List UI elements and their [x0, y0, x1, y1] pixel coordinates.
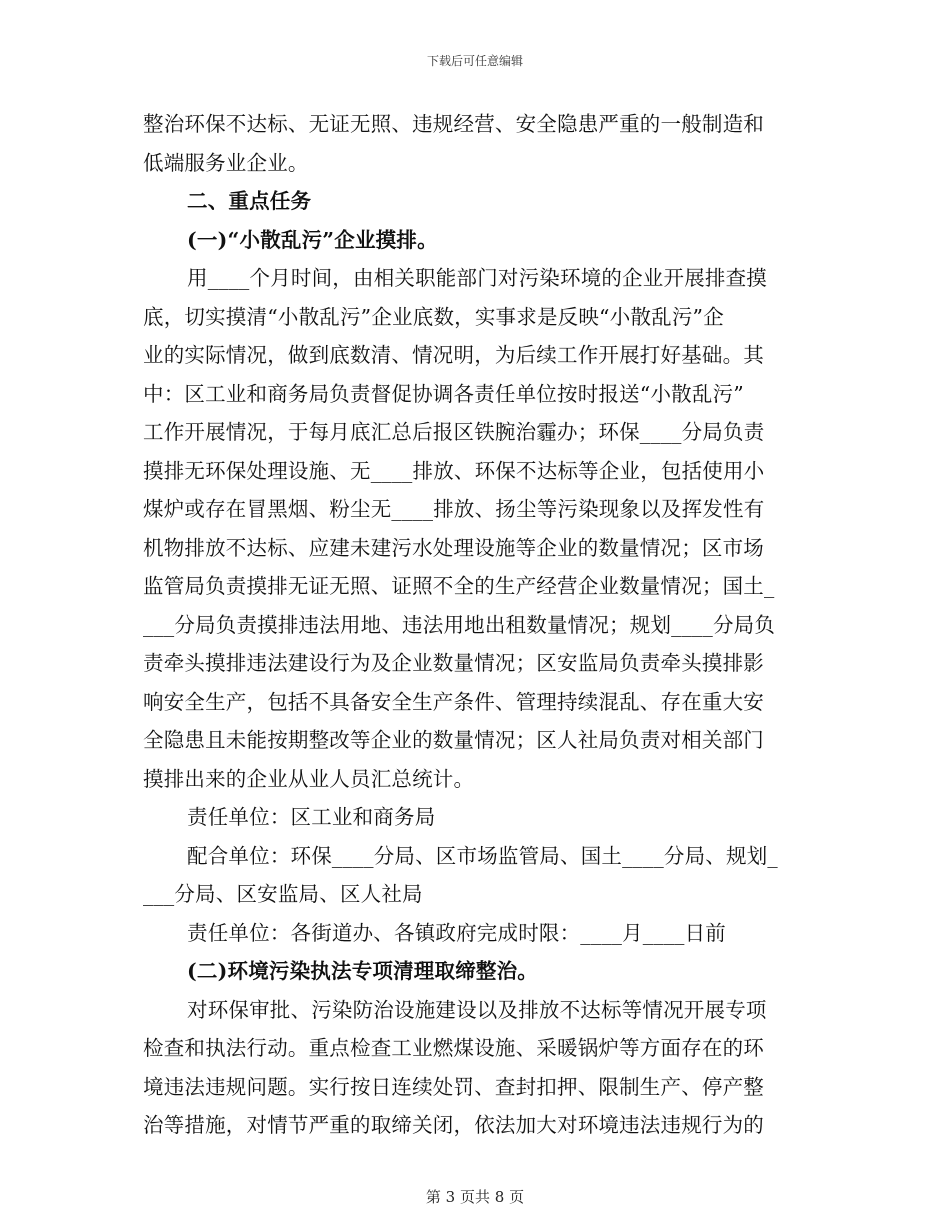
body-line: 用____个月时间，由相关职能部门对污染环境的企业开展排查摸: [187, 266, 767, 290]
body-line: 中：区工业和商务局负责督促协调各责任单位按时报送“小散乱污”: [143, 381, 744, 406]
body-line: 监管局负责摸排无证无照、证照不全的生产经营企业数量情况；国土_: [143, 574, 775, 598]
body-line: 摸排出来的企业从业人员汇总统计。: [143, 766, 475, 791]
cooperating-unit-line: 配合单位：环保____分局、区市场监管局、国土____分局、规划_: [187, 843, 778, 868]
body-line: 响安全生产，包括不具备安全生产条件、管理持续混乱、存在重大安: [143, 689, 764, 714]
body-line: 机物排放不达标、应建未建污水处理设施等企业的数量情况；区市场: [143, 535, 764, 560]
body-line: 境违法违规问题。实行按日连续处罚、查封扣押、限制生产、停产整: [143, 1074, 764, 1099]
body-line: 检查和执法行动。重点检查工业燃煤设施、采暖锅炉等方面存在的环: [143, 1036, 764, 1060]
body-line: 全隐患且未能按期整改等企业的数量情况；区人社局负责对相关部门: [143, 728, 764, 752]
subsection-heading: (一)“小散乱污”企业摸排。: [187, 227, 438, 252]
body-line: 底，切实摸清“小散乱污”企业底数，实事求是反映“小散乱污”企: [143, 304, 724, 329]
body-line: ___分局、区安监局、区人社局: [143, 882, 423, 906]
body-line: ___分局负责摸排违法用地、违法用地出租数量情况；规划____分局负: [143, 612, 776, 637]
responsible-unit-line: 责任单位：区工业和商务局: [187, 805, 436, 829]
body-line: 责牵头摸排违法建设行为及企业数量情况；区安监局负责牵头摸排影: [143, 651, 764, 675]
body-line: 整治环保不达标、无证无照、违规经营、安全隐患严重的一般制造和: [143, 112, 764, 136]
document-body: [143, 105, 813, 1145]
page-footer: 第 3 页共 8 页: [425, 1188, 525, 1206]
body-line: 摸排无环保处理设施、无____排放、环保不达标等企业，包括使用小: [143, 458, 765, 483]
deadline-line: 责任单位：各街道办、各镇政府完成时限：____月____日前: [187, 920, 726, 945]
body-line: 对环保审批、污染防治设施建设以及排放不达标等情况开展专项: [187, 997, 767, 1022]
body-line: 治等措施，对情节严重的取缔关闭，依法加大对环境违法违规行为的: [143, 1113, 764, 1137]
body-line: 工作开展情况，于每月底汇总后报区铁腕治霾办；环保____分局负责: [143, 420, 765, 444]
body-line: 煤炉或存在冒黑烟、粉尘无____排放、扬尘等污染现象以及挥发性有: [143, 497, 765, 521]
page-header: 下载后可任意编辑: [426, 54, 523, 68]
subsection-heading: (二)环境污染执法专项清理取缔整治。: [187, 959, 538, 983]
body-line: 业的实际情况，做到底数清、情况明，为后续工作开展打好基础。其: [143, 343, 764, 367]
body-line: 低端服务业企业。: [143, 150, 309, 175]
section-heading: 二、重点任务: [187, 189, 312, 213]
